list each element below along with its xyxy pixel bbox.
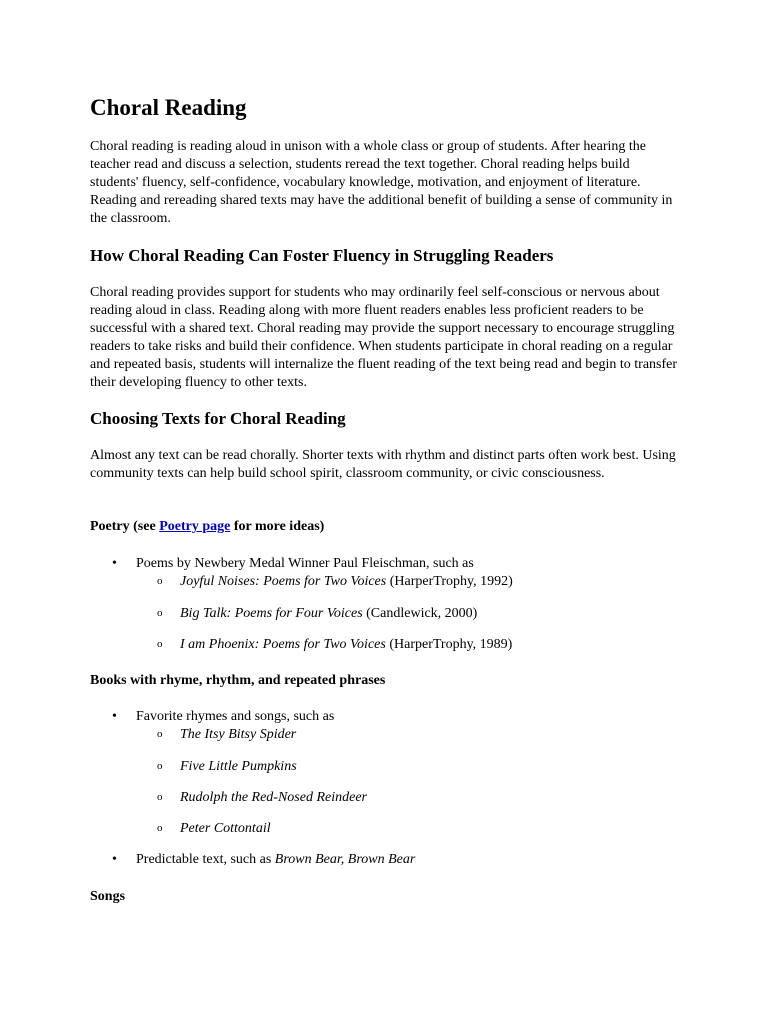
poetry-heading-prefix: Poetry (see (90, 519, 160, 534)
intro-paragraph: Choral reading is reading aloud in unison with a whole class or group of students. After hearing the teacher read and discuss a selection, students reread the text together. Choral reading helps build students' fluency, self-confidence, vocabulary knowledge, motivation, and enjoyment of literature. Reading and rereading shared texts may have the additional benefit of building a sense of community in the classroom. (90, 139, 673, 226)
list-item-text: Predictable text, such as (136, 852, 275, 867)
list-item (112, 708, 334, 726)
bullet-icon: • (112, 852, 117, 867)
publisher-info: (Candlewick, 2000) (362, 606, 478, 621)
poetry-heading (90, 518, 324, 536)
fluency-paragraph: Choral reading provides support for students who may ordinarily feel self-conscious or nervous about reading aloud in class. Reading along with more fluent readers enables less proficient readers to be successful with a shared text. Choral reading may provide the support necessary to encourage struggling readers to take risks and build their confidence. When students participate in choral reading on a regular and repeated basis, students will internalize the fluent reading of the text being read and begin to transfer their developing fluency to other texts. (90, 285, 678, 390)
circle-bullet-icon: o (157, 638, 163, 650)
circle-bullet-icon: o (157, 607, 163, 619)
poetry-page-link[interactable]: Poetry page (159, 519, 231, 534)
publisher-info: (HarperTrophy, 1992) (386, 574, 513, 589)
sub-list-item (157, 757, 297, 776)
page-title: Choral Reading (90, 95, 247, 120)
circle-bullet-icon: o (157, 760, 163, 772)
list-item (112, 555, 474, 573)
list-item-text: Favorite rhymes and songs, such as (136, 709, 335, 724)
songs-heading: Songs (90, 889, 126, 904)
bullet-icon: • (112, 709, 117, 724)
list-item-text: Poems by Newbery Medal Winner Paul Fleischman, such as (136, 556, 474, 571)
circle-bullet-icon: o (157, 791, 163, 803)
books-heading: Books with rhyme, rhythm, and repeated phrases (90, 673, 386, 688)
book-title: Brown Bear, Brown Bear (274, 852, 416, 867)
song-title: Rudolph the Red-Nosed Reindeer (180, 790, 368, 805)
circle-bullet-icon: o (157, 822, 163, 834)
song-title: Peter Cottontail (180, 821, 271, 836)
sub-list-item (157, 604, 477, 623)
circle-bullet-icon: o (157, 575, 163, 587)
song-title: Five Little Pumpkins (180, 759, 297, 774)
song-title: The Itsy Bitsy Spider (180, 727, 297, 742)
poetry-heading-suffix: for more ideas) (230, 519, 325, 534)
sub-list-item (157, 819, 271, 838)
choosing-texts-paragraph: Almost any text can be read chorally. Shorter texts with rhythm and distinct parts often work best. Using community texts can help build school spirit, classroom community, or civic consciousness. (90, 448, 676, 481)
sub-list-item (157, 572, 513, 591)
sub-list-item (157, 635, 512, 654)
sub-list-item (157, 725, 296, 744)
book-title: Joyful Noises: Poems for Two Voices (180, 574, 387, 589)
sub-list-item (157, 788, 367, 807)
section-heading-fluency: How Choral Reading Can Foster Fluency in Struggling Readers (90, 246, 554, 265)
bullet-icon: • (112, 556, 117, 571)
book-title: Big Talk: Poems for Four Voices (180, 606, 363, 621)
circle-bullet-icon: o (157, 728, 163, 740)
publisher-info: (HarperTrophy, 1989) (385, 637, 513, 652)
book-title: I am Phoenix: Poems for Two Voices (180, 637, 386, 652)
list-item (112, 851, 415, 869)
section-heading-choosing-texts: Choosing Texts for Choral Reading (90, 409, 346, 428)
